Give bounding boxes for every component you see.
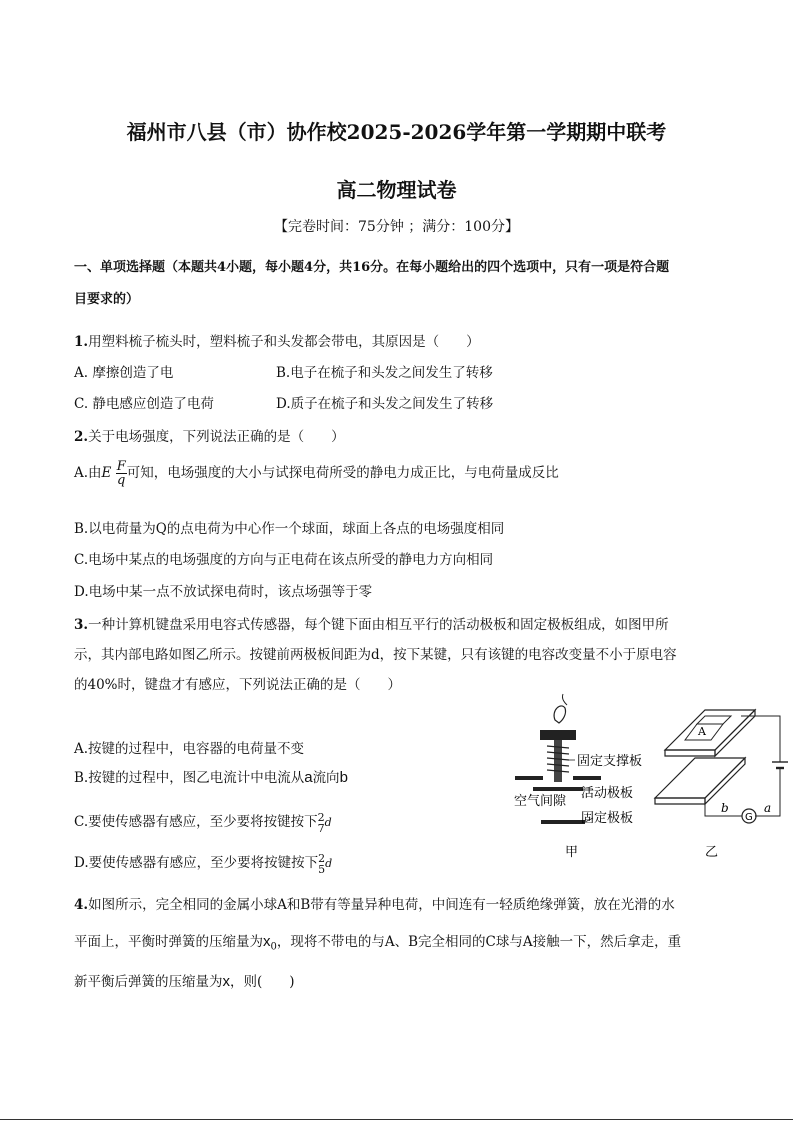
q2-option-a bbox=[74, 460, 559, 487]
stem-text-post: ，现将不带电的与A、B完全相同的C球与A接触一下，然后拿走，重 bbox=[276, 934, 682, 950]
fraction-denominator: q bbox=[117, 473, 126, 488]
section-heading-line2: 目要求的） bbox=[74, 292, 140, 307]
option-text-mid: 流向 bbox=[312, 770, 340, 786]
formula-fraction bbox=[116, 460, 127, 487]
fraction bbox=[318, 812, 325, 834]
stem-text: 关于电场强度，下列说法正确的是（ ） bbox=[88, 429, 345, 445]
key-cap bbox=[540, 730, 576, 740]
question-2-stem bbox=[74, 425, 345, 445]
label-yi: 乙 bbox=[705, 845, 719, 860]
fixed-plate bbox=[541, 820, 585, 824]
exam-info: 【完卷时间：75分钟 ；满分：100分】 bbox=[274, 219, 519, 235]
q3-option-c bbox=[74, 810, 332, 834]
question-number: 4. bbox=[74, 897, 89, 913]
stem-text-post: ，则( ) bbox=[230, 974, 295, 990]
exam-subtitle: 高二物理试卷 bbox=[336, 178, 457, 202]
question-4-line3 bbox=[74, 970, 295, 990]
q1-option-d: D.质子在梳子和头发之间发生了转移 bbox=[276, 396, 494, 412]
option-text: C.要使传感器有感应，至少要将按键按下 bbox=[74, 814, 318, 830]
question-3-stem-line2: 示，其内部电路如图乙所示。按键前两极板间距为d，按下某键，只有该键的电容改变量不小于原电容 bbox=[74, 647, 677, 663]
q3-option-d bbox=[74, 851, 332, 875]
section-heading-line1: 一、单项选择题（本题共4小题，每小题4分，共16分。在每小题给出的四个选项中，只有一项是符合题 bbox=[74, 260, 670, 275]
option-prefix: A.由 bbox=[74, 465, 102, 481]
label-support-board: 固定支撑板 bbox=[577, 754, 643, 769]
label-jia: 甲 bbox=[565, 845, 579, 860]
finger-icon bbox=[554, 706, 565, 723]
q1-option-a: A. 摩擦创造了电 bbox=[74, 365, 174, 381]
q1-option-b: B.电子在梳子和头发之间发生了转移 bbox=[276, 365, 493, 381]
question-4-line2 bbox=[74, 930, 681, 953]
q2-option-d: D.电场中某一点不放试探电荷时，该点场强等于零 bbox=[74, 584, 373, 600]
variable-d: d bbox=[325, 857, 333, 870]
stem-text: 用塑料梳子梳头时，塑料梳子和头发都会带电，其原因是（ ） bbox=[88, 334, 480, 350]
q1-option-c: C. 静电感应创造了电荷 bbox=[74, 396, 214, 412]
keyboard-sensor-figure bbox=[505, 690, 793, 870]
label-point-b: b bbox=[721, 801, 729, 815]
fraction-numerator: 2 bbox=[317, 810, 325, 824]
question-3-stem-line3: 的40%时，键盘才有感应，下列说法正确的是（ ） bbox=[74, 677, 402, 693]
variable-x0: x bbox=[263, 933, 271, 950]
question-1-stem bbox=[74, 330, 480, 350]
subscript-0: 0 bbox=[270, 941, 277, 953]
support-board-left bbox=[515, 776, 543, 780]
label-air-gap: 空气间隙 bbox=[514, 794, 567, 809]
question-3-stem-line1 bbox=[74, 613, 669, 633]
variable-x: x bbox=[222, 973, 230, 990]
option-text: B.按键的过程中，图乙电流计中电流从 bbox=[74, 770, 305, 786]
fraction-denominator: 7 bbox=[317, 821, 325, 835]
label-galvanometer: G bbox=[745, 812, 753, 823]
label-point-a: a bbox=[764, 801, 772, 815]
variable-d: d bbox=[324, 816, 332, 829]
finger-tip-icon bbox=[562, 694, 567, 705]
label-moving-plate: 活动极板 bbox=[581, 786, 634, 801]
option-text: 可知，电场强度的大小与试探电荷所受的静电力成正比，与电荷量成反比 bbox=[126, 465, 559, 481]
question-4-line1 bbox=[74, 893, 675, 913]
stem-text: 一种计算机键盘采用电容式传感器，每个键下面由相互平行的活动极板和固定极板组成，如图甲所 bbox=[88, 617, 669, 633]
moving-plate bbox=[533, 787, 583, 791]
q3-option-a: A.按键的过程中，电容器的电荷量不变 bbox=[74, 741, 305, 757]
fraction-numerator: F bbox=[116, 459, 126, 474]
question-number: 3. bbox=[74, 617, 89, 633]
q2-option-c: C.电场中某点的电场强度的方向与正电荷在该点所受的静电力方向相同 bbox=[74, 552, 494, 568]
option-text: D.要使传感器有感应，至少要将按键按下 bbox=[74, 855, 319, 871]
stem-text: 平面上，平衡时弹簧的压缩量为 bbox=[74, 934, 263, 950]
question-number: 1. bbox=[74, 334, 89, 350]
stem-text: 如图所示，完全相同的金属小球A和B带有等量异种电荷，中间连有一轻质绝缘弹簧，放在光滑的水 bbox=[88, 897, 675, 913]
support-board-right bbox=[573, 776, 601, 780]
label-key-a: A bbox=[698, 725, 706, 738]
q2-option-b: B.以电荷量为Q的点电荷为中心作一个球面，球面上各点的电场强度相同 bbox=[74, 521, 505, 537]
stem-text: 新平衡后弹簧的压缩量为 bbox=[74, 974, 223, 990]
point-b: b bbox=[339, 769, 348, 786]
label-fixed-plate: 固定极板 bbox=[581, 811, 634, 826]
question-number: 2. bbox=[74, 429, 89, 445]
page-bottom-rule bbox=[0, 1119, 793, 1120]
fraction-numerator: 2 bbox=[318, 851, 326, 865]
point-a: a bbox=[304, 769, 313, 786]
exam-title: 福州市八县（市）协作校2025-2026学年第一学期期中联考 bbox=[126, 120, 667, 144]
q3-option-b bbox=[74, 766, 348, 786]
fraction-denominator: 5 bbox=[318, 862, 326, 876]
formula-e: E bbox=[101, 465, 112, 481]
